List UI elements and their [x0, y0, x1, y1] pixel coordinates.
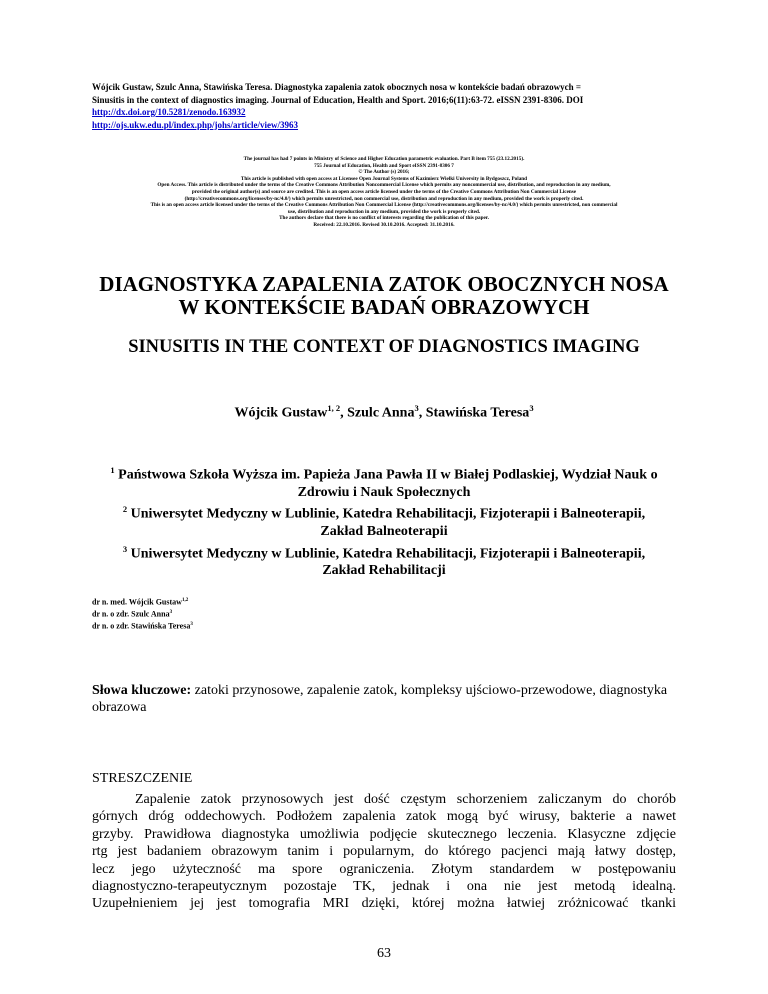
degree-text: dr n. o zdr. Stawińska Teresa — [92, 621, 191, 631]
author-affiliation-ref: 1, 2 — [327, 403, 341, 413]
journal-info-line: use, distribution and reproduction in any medium, provided the work is properly cited. — [287, 208, 481, 215]
degree-ref: 3 — [190, 622, 193, 628]
doi-link[interactable]: http://dx.doi.org/10.5281/zenodo.163932 — [92, 107, 246, 117]
title-polish — [60, 273, 708, 319]
journal-info-line: The journal has had 7 points in Ministry of Science and Higher Education parametric evaluation. Part B item 755 (23.12.2015). — [243, 156, 525, 162]
affiliation — [100, 462, 668, 501]
keywords-label: Słowa kluczowe: — [92, 683, 192, 698]
citation-block — [92, 81, 678, 131]
journal-info-line: 755 Journal of Education, Health and Sport eISSN 2391-8306 7 — [314, 162, 454, 169]
journal-info-line: Received: 22.10.2016. Revised 30.10.2016. Accepted: 31.10.2016. — [313, 221, 455, 228]
affiliation — [100, 541, 668, 580]
degree-line — [92, 608, 193, 620]
journal-info-line: This is an open access article licensed under the terms of the Creative Commons Attribution Non Commercial License (http://creativecommons.org/licenses/by-nc/4.0/) which permits unrestricted, non commercial — [150, 202, 618, 209]
affiliation-number: 3 — [122, 543, 128, 554]
affiliation-number: 2 — [122, 504, 128, 515]
author-affiliation-ref: 3 — [529, 403, 534, 413]
degree-line — [92, 596, 193, 608]
degree-line — [92, 620, 193, 632]
title-polish-line: W KONTEKŚCIE BADAŃ OBRAZOWYCH — [178, 295, 590, 319]
title-english: SINUSITIS IN THE CONTEXT OF DIAGNOSTICS IMAGING — [128, 337, 640, 357]
affiliation-text: Uniwersytet Medyczny w Lublinie, Katedra Rehabilitacji, Fizjoterapii i Balneoterapii, Zakład Rehabilitacji — [127, 546, 646, 579]
author-separator: , — [340, 405, 348, 421]
citation-line: Sinusitis in the context of diagnostics imaging. Journal of Education, Health and Sport. 2016;6(11):63-72. eISSN 2391-8306. DOI — [92, 94, 584, 105]
journal-article-link[interactable]: http://ojs.ukw.edu.pl/index.php/johs/article/view/3963 — [92, 119, 299, 130]
citation-line: Wójcik Gustaw, Szulc Anna, Stawińska Teresa. Diagnostyka zapalenia zatok obocznych nosa w kontekście badań obrazowych = — [92, 82, 582, 92]
journal-info-line: The authors declare that there is no conflict of interests regarding the publication of this paper. — [279, 215, 489, 222]
affiliation-list — [100, 462, 668, 580]
affiliation-number: 1 — [110, 465, 115, 475]
journal-info-line: provided the original author(s) and source are credited. This is an open access article licensed under the terms of the Creative Commons Attribution Non Commercial License — [191, 188, 577, 195]
abstract-body — [92, 791, 676, 913]
degree-ref: 1,2 — [181, 598, 189, 603]
affiliation-text: Państwowa Szkoła Wyższa im. Papieża Jana Pawła II w Białej Podlaskiej, Wydział Nauk o Zdrowiu i Nauk Społecznych — [114, 467, 658, 500]
keywords-text: zatoki przynosowe, zapalenie zatok, kompleksy ujściowo-przewodowe, diagnostyka obrazowa — [92, 683, 668, 716]
degree-text: dr n. med. Wójcik Gustaw — [92, 597, 182, 607]
author-name: Stawińska Teresa — [425, 405, 530, 421]
author-name: Szulc Anna — [347, 405, 415, 421]
affiliation — [100, 501, 668, 540]
abstract-line: diagnostyczno-terapeutycznym pozostaje TK, jednak i ona nie jest metodą idealną. — [92, 879, 676, 895]
author-affiliation-ref: 3 — [414, 403, 419, 413]
degree-ref: 3 — [169, 610, 173, 616]
abstract-line: Uzupełnieniem jej jest tomografia MRI dzięki, której można łatwiej zróżnicować tkanki — [92, 896, 676, 912]
journal-info-line: © The Author (s) 2016; — [358, 169, 410, 176]
title-polish-line: DIAGNOSTYKA ZAPALENIA ZATOK OBOCZNYCH NOSA — [99, 272, 669, 296]
author-separator: , — [418, 405, 426, 421]
abstract-line: rtg jest badaniem obrazowym tanim i popularnym, do którego pacjenci mają łatwy dostęp, — [92, 844, 676, 860]
author-list — [60, 403, 708, 422]
author-degrees — [92, 596, 193, 632]
journal-info-line: This article is published with open access at Licensee Open Journal Systems of Kazimierz Wielki University in Bydgoszcz, Poland — [240, 175, 528, 182]
abstract-heading: STRESZCZENIE — [92, 771, 193, 786]
abstract-line: Zapalenie zatok przynosowych jest dość częstym schorzeniem zaliczanym do chorób — [135, 792, 676, 807]
journal-license-info — [40, 156, 728, 229]
keywords — [92, 682, 676, 717]
author-name: Wójcik Gustaw — [234, 405, 328, 421]
journal-info-line: (http://creativecommons.org/licenses/by-nc/4.0/) which permits unrestricted, non commercial use, distribution and reproduction in any medium, provided the work is properly cited. — [184, 195, 584, 202]
affiliation-text: Uniwersytet Medyczny w Lublinie, Katedra Rehabilitacji, Fizjoterapii i Balneoterapii, Zakład Balneoterapii — [127, 506, 646, 540]
abstract-line: grzyby. Prawidłowa diagnostyka umożliwia podjęcie skutecznego leczenia. Klasyczne zdjęcie — [92, 826, 676, 842]
abstract-line: lecz jego użyteczność ma spore ograniczenia. Złotym standardem w postępowaniu — [92, 861, 676, 877]
degree-text: dr n. o zdr. Szulc Anna — [92, 609, 170, 619]
abstract-line: górnych dróg oddechowych. Podłożem zapalenia zatok mogą być wirusy, bakterie a nawet — [92, 809, 676, 825]
journal-info-line: Open Access. This article is distributed under the terms of the Creative Commons Attribution Noncommercial License which permits any noncommercial use, distribution, and reproduction in any medium, — [157, 182, 611, 189]
page-number: 63 — [377, 946, 391, 961]
